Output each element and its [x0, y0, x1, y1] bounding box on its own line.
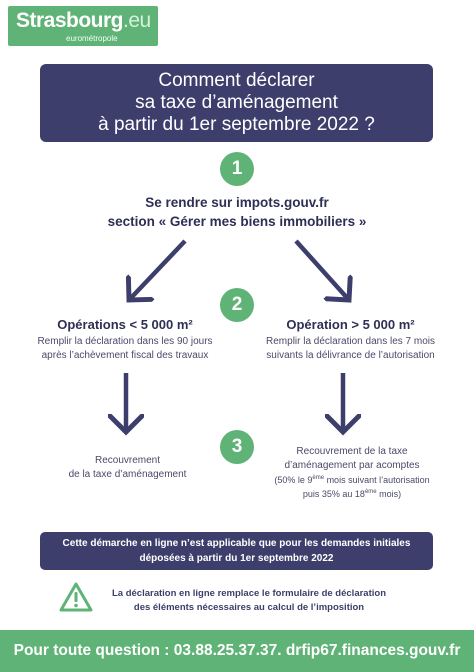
step-3-left-block — [40, 454, 215, 482]
arrow-diagonal-right-icon — [296, 241, 349, 300]
step-1-line-1: Se rendre sur impots.gouv.fr — [145, 195, 329, 210]
logo-name: Strasbourg — [16, 9, 124, 32]
step-3-left-line-1: Recouvrement — [94, 455, 161, 466]
step-3-right-line-4 — [262, 487, 442, 501]
title-line-3: à partir du 1er septembre 2022 ? — [98, 114, 375, 135]
step-3-left-line-2: de la taxe d’aménagement — [68, 469, 187, 480]
step-2-number: 2 — [231, 294, 243, 315]
step-2-right-line-1: Remplir la déclaration dans les 7 mois — [266, 336, 435, 347]
step-3-right-line-4a: puis 35% au 18 — [302, 489, 365, 499]
step-3-right-line-3b: mois suivant l’autorisation — [324, 475, 430, 485]
step-2-left-title: Opérations < 5 000 m² — [57, 317, 193, 332]
step-2-badge — [220, 288, 254, 322]
warning-line-2: des éléments nécessaires au calcul de l’imposition — [133, 602, 365, 613]
step-2-right-line-2: suivants la délivrance de l’autorisation — [266, 350, 435, 361]
arrow-diagonal-left-icon — [129, 241, 185, 300]
step-2-left-line-1: Remplir la déclaration dans les 90 jours — [37, 336, 213, 347]
title-line-1: Comment déclarer — [158, 70, 315, 91]
step-2-right-title: Opération > 5 000 m² — [286, 317, 415, 332]
logo-subtitle: eurométropole — [66, 34, 118, 43]
footer-contact-text: Pour toute question : 03.88.25.37.37. drfip67.finances.gouv.fr — [13, 642, 461, 659]
step-3-number: 3 — [231, 436, 243, 457]
step-3-right-line-1: Recouvrement de la taxe — [296, 446, 408, 457]
step-3-right-line-3 — [262, 473, 442, 487]
step-1-number: 1 — [231, 158, 243, 179]
applicability-note — [40, 532, 433, 570]
step-3-right-line-2: d’aménagement par acomptes — [284, 460, 420, 471]
warning-line-1: La déclaration en ligne remplace le formulaire de déclaration — [111, 588, 386, 599]
step-2-left-block — [30, 317, 220, 363]
logo-tld: .eu — [123, 9, 151, 32]
note-line-1: Cette démarche en ligne n’est applicable que pour les demandes initiales — [62, 538, 411, 549]
warning-text — [96, 587, 402, 615]
step-3-badge — [220, 430, 254, 464]
step-3-right-block — [262, 445, 442, 501]
step-3-right-line-3-sup: ème — [312, 475, 325, 481]
contact-footer — [0, 630, 474, 672]
step-3-right-line-4b: mois) — [376, 489, 402, 499]
title-line-2: sa taxe d’aménagement — [135, 92, 338, 113]
step-2-right-block — [253, 317, 448, 363]
step-1-line-2: section « Gérer mes biens immobiliers » — [107, 214, 367, 229]
warning-triangle-icon — [58, 581, 94, 613]
step-3-right-line-4-sup: ème — [364, 489, 377, 495]
step-3-right-line-3a: (50% le 9 — [274, 475, 313, 485]
note-line-2: déposées à partir du 1er septembre 2022 — [139, 553, 334, 564]
step-2-left-line-2: après l’achèvement fiscal des travaux — [41, 350, 209, 361]
